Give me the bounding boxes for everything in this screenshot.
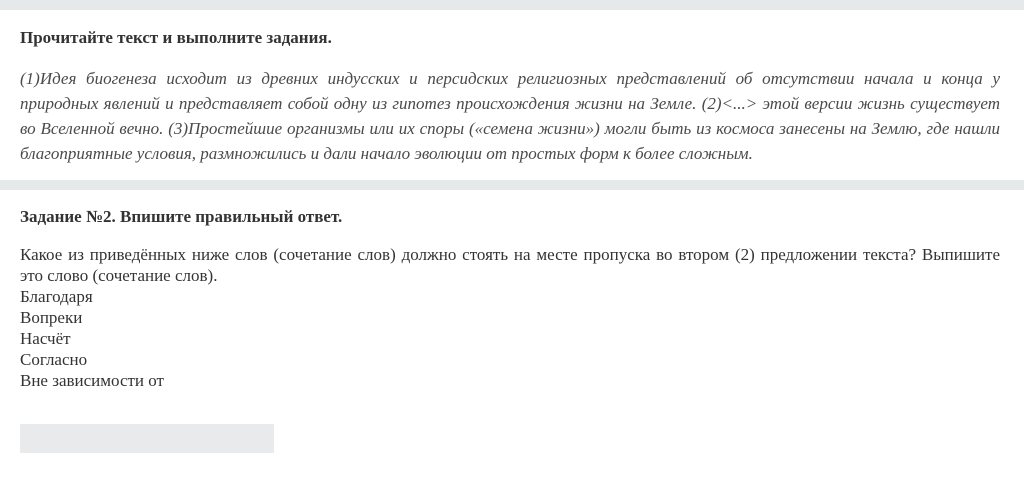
reading-instruction: Прочитайте текст и выполните задания. xyxy=(20,28,332,47)
option-item: Согласно xyxy=(20,350,88,369)
reading-section xyxy=(20,28,1000,166)
option-item: Вопреки xyxy=(20,308,83,327)
option-item: Благодаря xyxy=(20,287,93,306)
reading-passage: (1)Идея биогенеза исходит из древних индусских и персидских религиозных представлений об отсутствии начала и конца у природных явлений и представляет собой одну из гипотез происхождения жизни на Земле. (2)<...> этой версии жизнь существует во Вселенной вечно. (3)Простейшие организмы или их споры («семена жизни») могли быть из космоса занесены на Землю, где нашли благоприятные условия, размножились и дали начало эволюции от простых форм к более сложным. xyxy=(20,69,1000,163)
task-title: Задание №2. Впишите правильный ответ. xyxy=(20,207,343,226)
answer-options-list xyxy=(20,286,1000,391)
section-divider xyxy=(0,180,1024,190)
option-item: Вне зависимости от xyxy=(20,371,164,390)
option-item: Насчёт xyxy=(20,329,71,348)
answer-input[interactable] xyxy=(20,424,274,453)
task-section xyxy=(20,207,1000,391)
top-divider xyxy=(0,0,1024,10)
task-question: Какое из приведённых ниже слов (сочетание слов) должно стоять на месте пропуска во втором (2) предложении текста? Выпишите это слово (сочетание слов). xyxy=(20,245,1000,285)
